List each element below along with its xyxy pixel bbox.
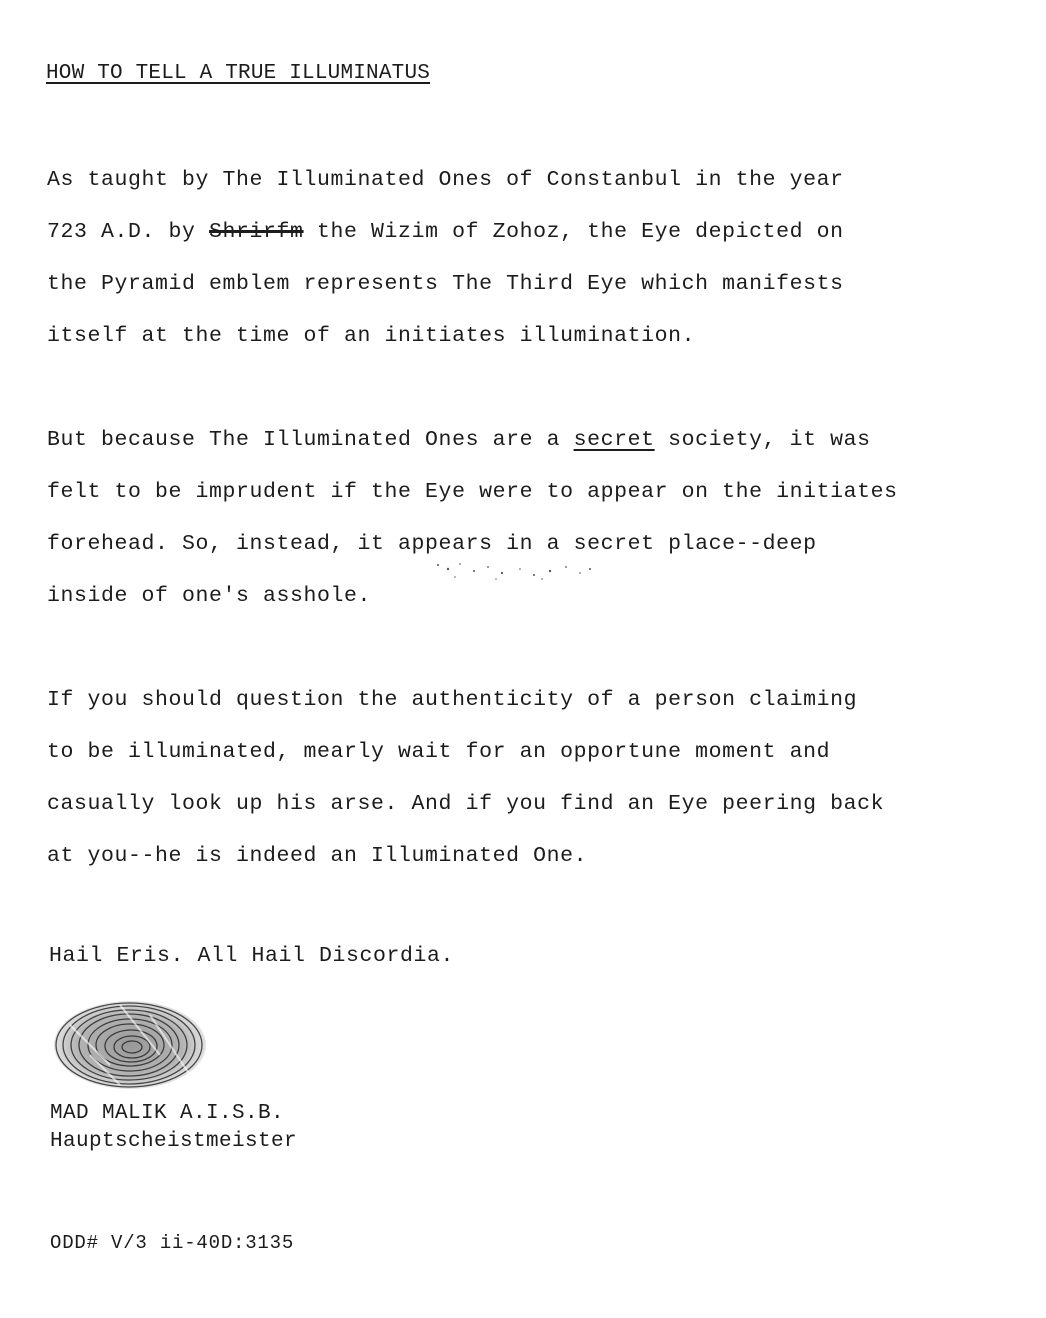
paragraph-2-line-1 xyxy=(47,414,1027,466)
underlined-word-secret: secret xyxy=(573,428,655,452)
paragraph-3 xyxy=(47,674,1027,882)
paragraph-2-line-3: forehead. So, instead, it appears in a secret place--deep xyxy=(47,532,817,556)
document-title: HOW TO TELL A TRUE ILLUMINATUS xyxy=(46,62,431,85)
paragraph-2-line-1-end: society, it was xyxy=(654,428,871,452)
signatory-name: MAD MALIK A.I.S.B. xyxy=(50,1102,285,1125)
paragraph-1-line-1: As taught by The Illuminated Ones of Constanbul in the year xyxy=(47,168,844,192)
reference-number: ODD# V/3 ii-40D:3135 xyxy=(50,1232,295,1252)
struck-out-name: Shrirfm xyxy=(209,220,304,244)
paragraph-1-line-3: the Pyramid emblem represents The Third Eye which manifests xyxy=(47,272,844,296)
paragraph-3-line-2: to be illuminated, mearly wait for an opportune moment and xyxy=(47,740,831,764)
paragraph-1 xyxy=(47,154,1027,362)
signature-block xyxy=(50,1100,297,1156)
paragraph-3-line-4: at you--he is indeed an Illuminated One. xyxy=(47,844,588,868)
thumbprint-image xyxy=(50,995,214,1095)
ink-smudge xyxy=(430,555,600,585)
paragraph-1-line-2-start: 723 A.D. by xyxy=(47,220,210,244)
paragraph-1-line-2-end: the Wizim of Zohoz, the Eye depicted on xyxy=(303,220,844,244)
paragraph-3-line-1: If you should question the authenticity of a person claiming xyxy=(47,688,858,712)
paragraph-1-line-4: itself at the time of an initiates illumination. xyxy=(47,324,696,348)
paragraph-2-line-1-start: But because The Illuminated Ones are a xyxy=(47,428,574,452)
paragraph-3-line-3: casually look up his arse. And if you find an Eye peering back xyxy=(47,792,885,816)
paragraph-2 xyxy=(47,414,1027,622)
paragraph-1-line-2 xyxy=(47,206,1027,258)
paragraph-2-line-2: felt to be imprudent if the Eye were to appear on the initiates xyxy=(47,480,898,504)
closing-salutation: Hail Eris. All Hail Discordia. xyxy=(49,944,455,968)
paragraph-2-line-4: inside of one's asshole. xyxy=(47,584,372,608)
signatory-title: Hauptscheistmeister xyxy=(50,1130,298,1153)
